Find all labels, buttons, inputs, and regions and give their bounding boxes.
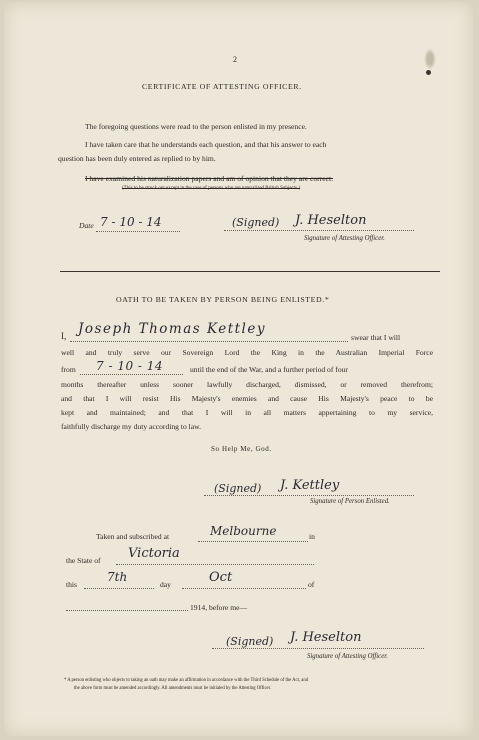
of-label: of	[308, 580, 315, 589]
document-page	[4, 2, 473, 736]
struck-naturalization-line: I have examined his naturalization papers and am of opinion that they are correct.	[85, 174, 333, 183]
oath-line-4: months thereafter unless sooner lawfully discharged, dismissed, or removed therefrom;	[61, 380, 433, 389]
attesting-signature-caption: Signature of Attesting Officer.	[307, 653, 388, 660]
struck-naturalization-note: (This to be struck out except in the case of persons who are naturalized British Subjects.)	[122, 186, 301, 191]
enlistee-signature-caption: Signature of Person Enlisted.	[310, 498, 390, 505]
from-date: 7 - 10 - 14	[96, 359, 164, 373]
oath-line-5: and that I will resist His Majesty's enemies and cause His Majesty's peace to be	[61, 394, 433, 403]
day-label: day	[160, 580, 171, 589]
oath-title: OATH TO BE TAKEN BY PERSON BEING ENLISTED.*	[116, 295, 330, 304]
so-help-me-god: So Help Me, God.	[211, 445, 272, 453]
name-line	[70, 341, 348, 342]
enlistee-name: Joseph Thomas Kettley	[78, 321, 266, 337]
oath-signed-label: (Signed)	[214, 482, 262, 495]
section-divider	[60, 271, 440, 272]
attesting-signature: J. Heselton	[290, 630, 362, 645]
certificate-signature-line	[224, 230, 414, 231]
state-value: Victoria	[128, 546, 180, 561]
oath-line-2: well and truly serve our Sovereign Lord the King in the Australian Imperial Force	[61, 348, 433, 357]
certificate-para-2-line-2: question has been duly entered as replied to by him.	[58, 154, 216, 163]
paper-stain	[424, 48, 436, 70]
certificate-para-1: The foregoing questions were read to the person enlisted in my presence.	[85, 122, 307, 131]
enlistee-signature-line	[204, 495, 414, 496]
footnote-line-2: the above form must be amended accordingly. All amendments must be initialed by the Attesting Officer.	[74, 686, 272, 691]
place-value: Melbourne	[210, 524, 277, 538]
certificate-signature: J. Heselton	[295, 213, 367, 228]
oath-line-7: faithfully discharge my duty according to law.	[61, 422, 202, 431]
year-before-me: 1914, before me—	[190, 603, 248, 612]
oath-until-text: until the end of the War, and a further period of four	[190, 365, 348, 374]
attesting-signed-label: (Signed)	[226, 635, 274, 648]
date-line	[96, 231, 180, 232]
certificate-title: CERTIFICATE OF ATTESTING OFFICER.	[142, 82, 302, 91]
state-line	[116, 564, 314, 565]
date-label: Date	[79, 221, 94, 230]
year-line	[66, 610, 188, 611]
footnote-line-1: * A person enlisting who objects to taking an oath may make an affirmation in accordance with the Third Schedule of the Act, and	[64, 678, 309, 683]
punch-mark	[426, 70, 431, 75]
certificate-para-2-line-1: I have taken care that he understands each question, and that his answer to each	[85, 140, 327, 149]
date-value: 7 - 10 - 14	[100, 215, 162, 229]
certificate-signed-label: (Signed)	[232, 216, 280, 229]
oath-i-label: I,	[61, 331, 67, 341]
attesting-signature-line	[212, 648, 424, 649]
certificate-signature-caption: Signature of Attesting Officer.	[304, 235, 385, 242]
day-line	[84, 588, 154, 589]
month-line	[182, 588, 306, 589]
month-value: Oct	[209, 570, 233, 585]
state-label: the State of	[66, 556, 101, 565]
from-date-line	[80, 374, 183, 375]
enlistee-signature: J. Kettley	[280, 478, 340, 493]
place-line	[198, 541, 308, 542]
in-label: in	[309, 532, 315, 541]
from-label: from	[61, 365, 76, 374]
oath-swear-text: swear that I will	[351, 333, 401, 342]
taken-subscribed-label: Taken and subscribed at	[96, 532, 170, 541]
this-label: this	[66, 580, 77, 589]
day-value: 7th	[107, 570, 128, 584]
oath-line-6: kept and maintained; and that I will in all matters appertaining to my service,	[61, 408, 433, 417]
page-number: 2	[233, 55, 237, 64]
